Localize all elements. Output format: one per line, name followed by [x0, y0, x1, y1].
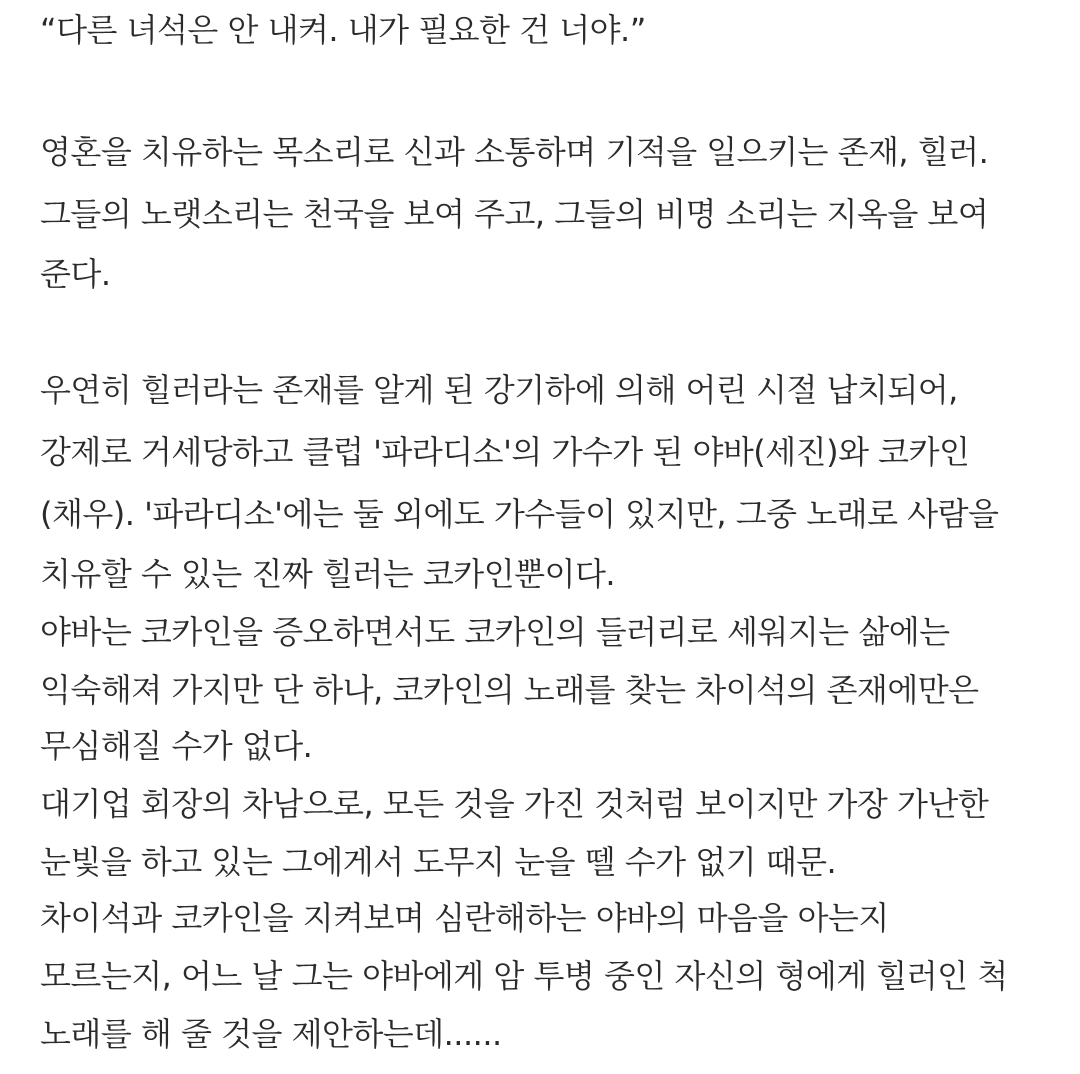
paragraph2-line-6: 익숙해져 가지만 단 하나, 코카인의 노래를 찾는 차이석의 존재에만은 — [40, 671, 979, 709]
paragraph2-line-5: 야바는 코카인을 증오하면서도 코카인의 들러리로 세워지는 삶에는 — [40, 613, 950, 651]
paragraph2-line-3: (채우). '파라디소'에는 둘 외에도 가수들이 있지만, 그중 노래로 사람을 — [40, 495, 999, 533]
paragraph1-line-1: 영혼을 치유하는 목소리로 신과 소통하며 기적을 일으키는 존재, 힐러. — [40, 133, 989, 171]
paragraph1-line-3: 준다. — [40, 255, 111, 293]
paragraph2-line-2: 강제로 거세당하고 클럽 '파라디소'의 가수가 된 야바(세진)와 코카인 — [40, 433, 970, 471]
paragraph2-line-4: 치유할 수 있는 진짜 힐러는 코카인뿐이다. — [40, 555, 616, 593]
paragraph2-line-8: 대기업 회장의 차남으로, 모든 것을 가진 것처럼 보이지만 가장 가난한 — [40, 785, 989, 823]
paragraph2-line-1: 우연히 힐러라는 존재를 알게 된 강기하에 의해 어린 시절 납치되어, — [40, 371, 958, 409]
paragraph2-line-7: 무심해질 수가 없다. — [40, 727, 313, 765]
paragraph2-line-11: 모르는지, 어느 날 그는 야바에게 암 투병 중인 자신의 형에게 힐러인 척 — [40, 957, 1008, 995]
paragraph2-line-12: 노래를 해 줄 것을 제안하는데...... — [40, 1015, 502, 1053]
paragraph2-line-9: 눈빛을 하고 있는 그에게서 도무지 눈을 뗄 수가 없기 때문. — [40, 843, 837, 881]
paragraph2-line-10: 차이석과 코카인을 지켜보며 심란해하는 야바의 마음을 아는지 — [40, 899, 889, 937]
opening-quote: “다른 녀석은 안 내켜. 내가 필요한 건 너야.” — [40, 11, 646, 49]
paragraph1-line-2: 그들의 노랫소리는 천국을 보여 주고, 그들의 비명 소리는 지옥을 보여 — [40, 195, 989, 233]
